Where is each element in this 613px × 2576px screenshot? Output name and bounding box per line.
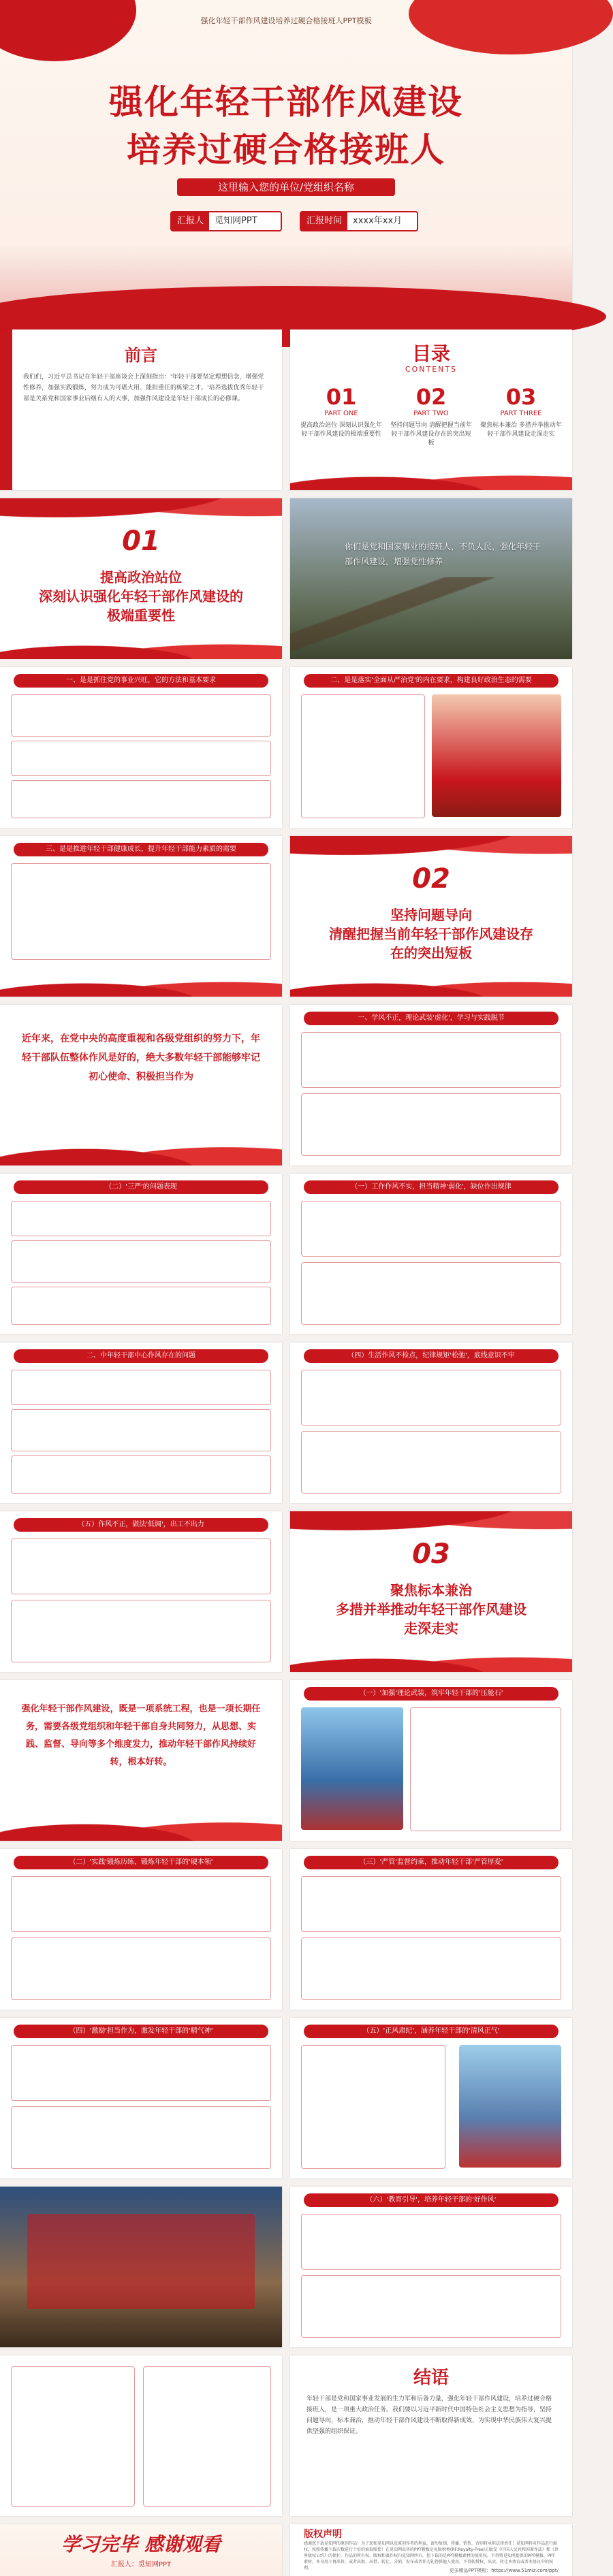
section-banner: 一、是是抓住党的事业兴旺，它的方法和基本要求 <box>14 674 268 688</box>
slide-content-5a <box>0 1342 282 1503</box>
temple-of-heaven-photo <box>301 1707 403 1830</box>
section-banner: （一）工作作风不实，担当精神'弱化'，缺位作出规律 <box>304 1180 559 1194</box>
slide-preface <box>0 329 282 490</box>
toc-part: PART TWO <box>413 410 449 417</box>
content-box <box>301 2275 561 2338</box>
toc-item-2[interactable] <box>390 384 473 448</box>
section-banner: 三、是是推进年轻干部健康成长，提升年轻干部能力素质的需要 <box>14 843 268 856</box>
content-box <box>11 1201 271 1236</box>
slide-content-10 <box>0 2355 282 2516</box>
toc-part: PART THREE <box>500 410 542 417</box>
section-banner: （四）生活作风不检点，纪律规矩'松弛'，底线意识不牢 <box>304 1349 559 1363</box>
section-banner: （五）作风不正，做法'低调'，出工不出力 <box>14 1518 268 1532</box>
part3-num: 03 <box>412 1539 450 1570</box>
part2-line1: 坚持问题导向 <box>390 907 472 923</box>
slide-quote2 <box>0 1005 282 1165</box>
reporter-value: 觅知网PPT <box>215 216 257 226</box>
content-box <box>11 1287 271 1325</box>
slide-content-7b <box>0 1849 282 2010</box>
content-box <box>11 1240 271 1283</box>
quote2-text: 近年来，在党中央的高度重视和各级党组织的努力下，年轻干部队伍整体作风是好的，绝大多数年轻干部能够牢记初心使命、积极担当作为 <box>22 1033 260 1082</box>
part3-line3: 走深走实 <box>404 1620 458 1637</box>
slide-content-4b <box>290 1174 572 1334</box>
content-box <box>11 741 271 776</box>
content-box <box>11 1937 271 2000</box>
slide-great-wall <box>290 498 572 659</box>
part1-top-wave <box>0 498 282 526</box>
reporter-label: 汇报人 <box>172 212 209 230</box>
content-box <box>301 1370 561 1426</box>
content-box <box>11 780 271 818</box>
copyright-text: 感谢您下载觅知网的原创作品！为了您和觅知网以及原创作者的利益，请勿复制、传播、销售，否则将承担法律责任！觅知网将对作品进行维权，按照传播下载次数进行十倍的索取赔偿！在觅知网出售的PPT模板是免版税类(RF:Royalty-Free)正版受《中国人民共和国著作法》和《世界版权公约》的保护，作品的所有权、版权和著作权归觅知网所有，您下载的是PPT模板素材的使用权。不得将觅知网提供的PPT模板、PPT素材，本身用于再出售，或者出租、出借、转让、分销、发布或者作为礼物供他人使用，不得转授权、出卖、转让本协议或者本协议中的权利。 <box>304 2541 559 2571</box>
part2-bottom-wave <box>290 969 572 997</box>
toc-text: 聚焦标本兼治 多措并举推动年轻干部作风建设走深走实 <box>480 422 562 438</box>
ending-title: 学习完毕 感谢观看 <box>61 2533 221 2556</box>
content-box <box>301 2214 561 2270</box>
part3-line1: 聚焦标本兼治 <box>390 1582 472 1598</box>
slide-part1 <box>0 498 282 659</box>
part1-bottom-wave <box>0 632 282 659</box>
great-wall-photo <box>290 577 572 659</box>
section-banner: （三）'严管'监督约束，推动年轻干部'严管厚爱' <box>304 1856 559 1869</box>
content-box <box>301 1876 561 1932</box>
slide-cover <box>0 0 572 320</box>
slide-conclusion <box>290 2355 572 2516</box>
content-box <box>11 863 271 960</box>
tiananmen-photo <box>432 694 561 817</box>
content-box <box>11 1600 271 1662</box>
slide-content-8b <box>0 2018 282 2178</box>
content-box <box>11 2045 271 2101</box>
slide-content-9b <box>290 2187 572 2347</box>
content-box <box>301 1032 561 1088</box>
section-banner: （二）'三严'的问题表现 <box>14 1180 268 1194</box>
toc-subtitle: CONTENTS <box>405 365 458 374</box>
slide-content-1b <box>290 667 572 828</box>
part3-line2: 多措并举推动年轻干部作风建设 <box>336 1601 526 1617</box>
content-box <box>301 1431 561 1494</box>
toc-num: 03 <box>505 384 537 410</box>
part2-line3: 在的突出短板 <box>390 945 472 961</box>
slide-part3 <box>290 1511 572 1672</box>
toc-list <box>300 384 563 448</box>
conclusion-title: 结语 <box>413 2368 449 2388</box>
slide-copyright <box>290 2524 572 2576</box>
content-box <box>301 1093 561 1156</box>
quote3-text: 强化年轻干部作风建设，既是一项系统工程，也是一项长期任务，需要各级党组织和年轻干部自身共同努力，从思想、实践、监督、导向等多个维度发力，推动年轻干部作风持续好转，根本好转。 <box>21 1704 261 1767</box>
ending-sub: 汇报人：觅知网PPT <box>110 2561 172 2569</box>
content-box <box>11 2106 271 2169</box>
slide-content-5b <box>290 1342 572 1503</box>
slide-content-3 <box>290 1005 572 1165</box>
slide-content-2 <box>0 836 282 997</box>
date-label: 汇报时间 <box>301 212 347 230</box>
content-box <box>11 1409 271 1451</box>
part2-num: 02 <box>412 863 450 895</box>
section-banner: 一、学风不正，理论武装'虚化'，学习与实践脱节 <box>304 1012 559 1025</box>
section-banner: （六）'教育引导'，培养年轻干部的'好作风' <box>304 2193 559 2207</box>
slide-toc <box>290 329 572 490</box>
slide-content-1a <box>0 667 282 828</box>
section-banner: （四）'激励'担当作为，激发年轻干部的'精气神' <box>14 2025 268 2038</box>
date-value: xxxx年xx月 <box>353 216 403 226</box>
content-box <box>301 694 425 818</box>
content-box <box>11 694 271 737</box>
toc-title: 目录 <box>411 342 450 365</box>
preface-text: 我们们，习近平总书记在年轻干部座谈会上深刻指出：'年轻干部要坚定理想信念，增强党性修养，加强实践锻炼，努力成为可堪大用、能担重任的栋梁之才。'培养选拔优秀年轻干部是关系党和国家事业后继有人的大事，加强作风建设是年轻干部成长的必修课。 <box>23 374 264 402</box>
toc-bottom-wave <box>290 463 572 490</box>
section-banner: （五）'正风肃纪'，涵养年轻干部的'清风正气' <box>304 2025 559 2038</box>
part2-line2: 清醒把握当前年轻干部作风建设存 <box>329 926 533 942</box>
bottom-wave <box>0 969 282 997</box>
city-photo-overlay <box>27 2214 255 2309</box>
toc-item-1[interactable] <box>300 384 383 448</box>
cover-reporter <box>170 211 282 231</box>
toc-text: 提高政治站位 深刻认识强化年轻干部作风建设的极端重要性 <box>300 422 382 438</box>
cover-top-wave <box>0 0 136 61</box>
cover-subtitle: 这里输入您的单位/党组织名称 <box>177 178 395 196</box>
cover-date <box>300 211 418 231</box>
slide-city-photo <box>0 2187 282 2347</box>
part1-line3: 极端重要性 <box>107 607 175 624</box>
part1-line1: 提高政治站位 <box>100 569 182 585</box>
slide-quote3 <box>0 1680 282 1841</box>
section-banner: （二）'实践'锻炼历练，锻炼年轻干部的'硬本领' <box>14 1856 268 1869</box>
content-box <box>301 1262 561 1325</box>
section-banner: 二、中年轻干部中心作风存在的问题 <box>14 1349 268 1363</box>
cover-small-title: 强化年轻干部作风建设培养过硬合格接班人PPT模板 <box>200 16 372 25</box>
toc-num: 02 <box>415 384 447 410</box>
content-box <box>11 1876 271 1932</box>
slide-content-8a <box>290 1849 572 2010</box>
part1-line2: 深刻认识强化年轻干部作风建设的 <box>39 588 243 605</box>
cover-title-1: 强化年轻干部作风建设 <box>109 82 463 122</box>
copyright-site[interactable]: 更多精品PPT模板：https://www.51miz.com/ppt/ <box>449 2568 559 2573</box>
section-banner: （一）'加强'理论武装，筑牢年轻干部的'压舱石' <box>304 1687 559 1701</box>
content-box <box>11 2366 135 2507</box>
section-banner: 二、是是落实'全面从严治党'的内在要求，构建良好政治生态的需要 <box>304 674 559 688</box>
cover-title-2: 培养过硬合格接班人 <box>127 129 445 170</box>
content-box <box>11 1539 271 1594</box>
slide-ending <box>0 2524 282 2576</box>
preface-title: 前言 <box>125 346 157 365</box>
part1-num: 01 <box>122 526 160 557</box>
part2-top-wave <box>290 836 572 863</box>
content-box <box>301 1937 561 2000</box>
cover-top-wave-right <box>409 0 613 54</box>
content-box <box>410 1707 561 1831</box>
slide-content-6 <box>0 1511 282 1672</box>
slide-content-4a <box>0 1174 282 1334</box>
copyright-title: 版权声明 <box>304 2529 342 2540</box>
content-box <box>301 2045 445 2169</box>
toc-part: PART ONE <box>324 410 358 417</box>
slide-content-7a <box>290 1680 572 1841</box>
content-box <box>143 2366 271 2507</box>
temple-photo-2 <box>459 2045 561 2168</box>
part3-top-wave <box>290 1511 572 1539</box>
part3-bottom-wave <box>290 1645 572 1672</box>
bottom-wave <box>0 1131 282 1165</box>
great-wall-quote: 你们是党和国家事业的接班人，不负人民，强化年轻干部作风建设，增强党性修养 <box>345 542 541 566</box>
content-box <box>11 1370 271 1405</box>
slide-content-9a <box>290 2018 572 2178</box>
toc-num: 01 <box>326 384 357 410</box>
toc-text: 坚持问题导向 清醒把握当前年轻干部作风建设存在的突出短板 <box>390 422 472 447</box>
content-box <box>11 1455 271 1494</box>
content-box <box>301 1201 561 1257</box>
toc-item-3[interactable] <box>480 384 563 448</box>
slide-part2 <box>290 836 572 997</box>
conclusion-text: 年轻干部是党和国家事业发展的生力军和后备力量，强化年轻干部作风建设，培养过硬合格接班人，是一项重大政治任务。我们要以习近平新时代中国特色社会主义思想为指导，坚持问题导向，标本兼治，推动年轻干部作风建设不断取得新成效，为实现中华民族伟大复兴提供坚强的组织保证。 <box>306 2396 552 2435</box>
bottom-wave <box>0 1807 282 1841</box>
